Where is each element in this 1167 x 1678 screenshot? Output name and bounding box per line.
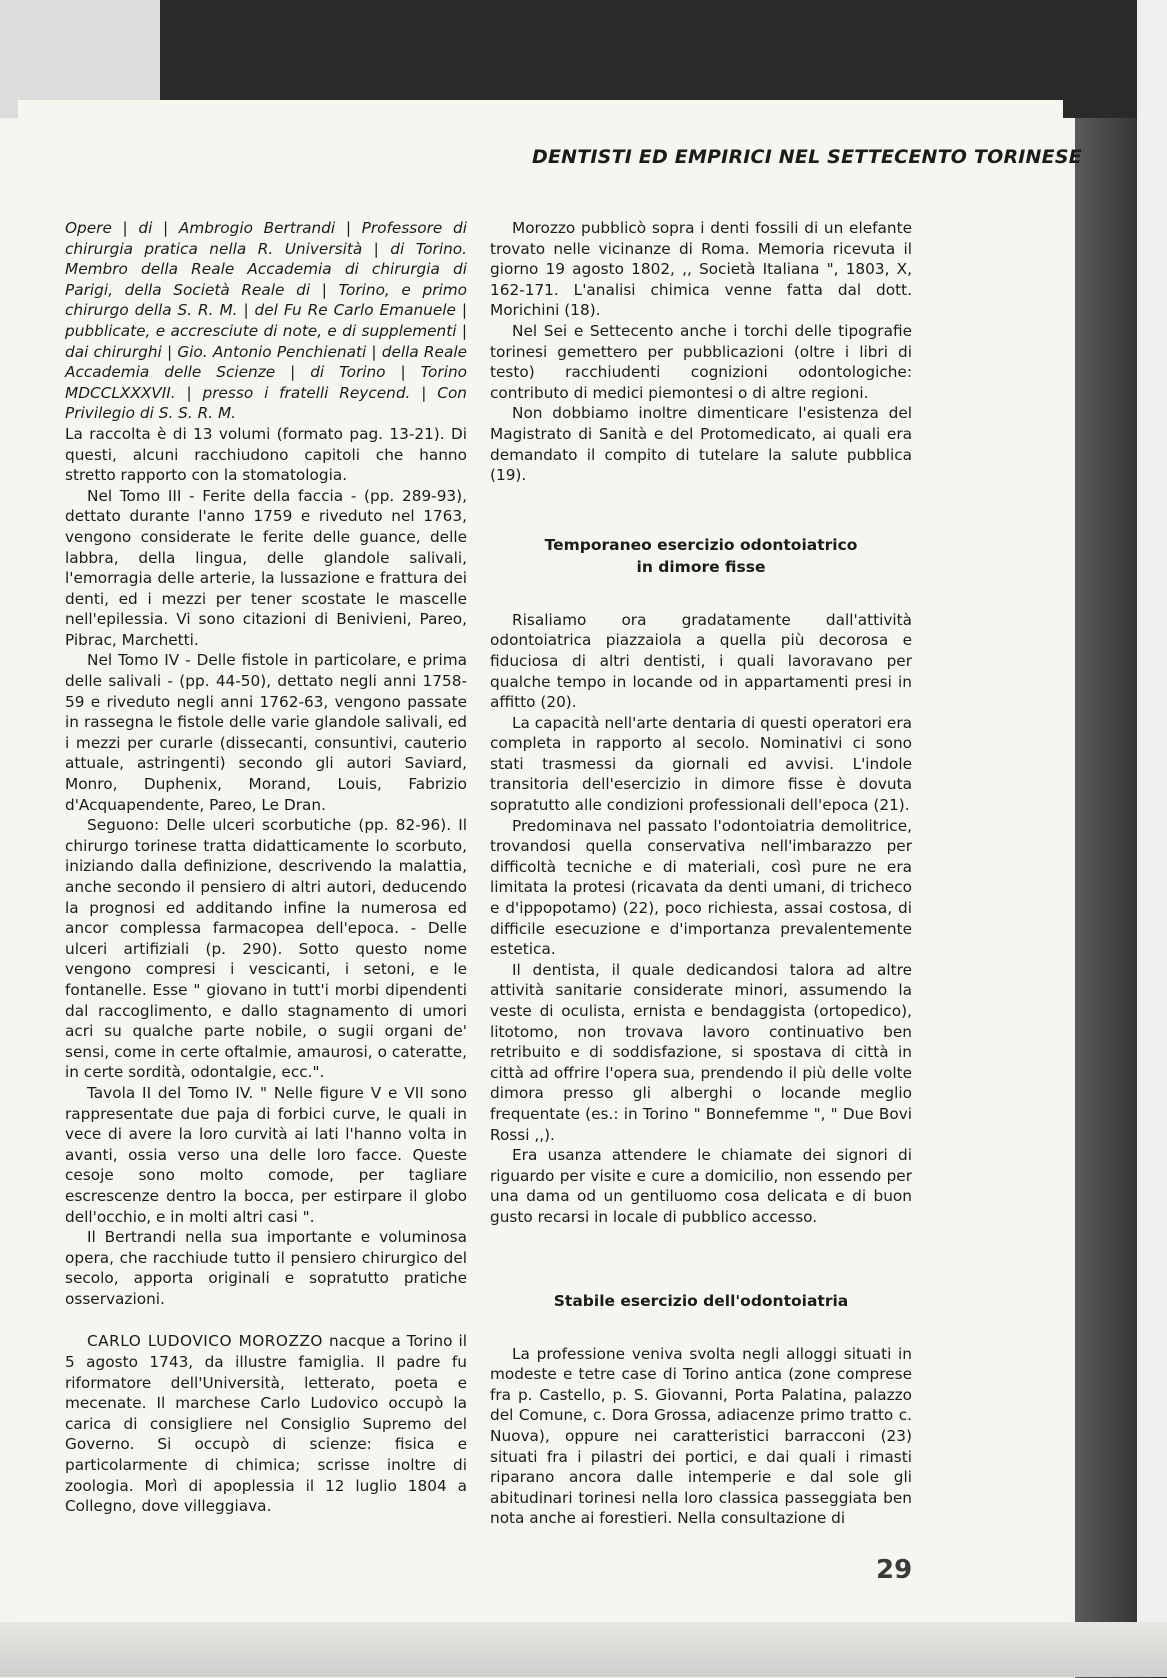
page-number: 29 (876, 1555, 913, 1585)
paragraph: La raccolta è di 13 volumi (formato pag. 13-21). Di questi, alcuni racchiudono capitoli che hanno stretto rapporto con la stomatologia. (65, 424, 467, 485)
right-column (490, 218, 912, 1529)
paragraph: Risaliamo ora gradatamente dall'attività odontoiatrica piazzaiola a quella più decorosa e fiduciosa di altri dentisti, i quali lavoravano per qualche tempo in locande od in appartamenti presi in affitto (20). (490, 610, 912, 712)
paragraph: Tavola II del Tomo IV. " Nelle figure V e VII sono rappresentate due paja di forbici curve, le quali in vece di avere la loro curvità ai lati l'hanno volta in avanti, ossia verso una delle loro facce. Queste cesoje sono molto comode, per tagliare escrescenze dentro la bocca, per estirpare il globo dell'occhio, e in molti altri casi ". (65, 1083, 467, 1226)
paragraph: Nel Sei e Settecento anche i torchi delle tipografie torinesi gemettero per pubblicazioni (oltre i libri di testo) racchiudenti cognizioni odontologiche: contributo di medici piemontesi o di altre regioni. (490, 321, 912, 402)
scan-border-right-edge (1137, 0, 1167, 1677)
paragraph: Il Bertrandi nella sua importante e voluminosa opera, che racchiude tutto il pensiero chirurgico del secolo, apporta originali e sopratutto pratiche osservazioni. (65, 1228, 467, 1308)
section-heading-line: in dimore fisse (636, 557, 766, 576)
section-heading: Stabile esercizio dell'odontoiatria (553, 1291, 849, 1310)
running-title: DENTISTI ED EMPIRICI NEL SETTECENTO TORINESE (532, 146, 1082, 168)
imprint-citation: Opere | di | Ambrogio Bertrandi | Professore di chirurgia pratica nella R. Università | di Torino. Membro della Reale Accademia di chirurgia di Parigi, della Società Reale di | Torino, e primo chirurgo della S. R. M. | del Fu Re Carlo Emanuele | pubblicate, e accresciute di note, e di supplementi | dai chirurghi | Gio. Antonio Penchienati | della Reale Accademia delle Scienze | di Torino | Torino MDCCLXXXVII. | presso i fratelli Reycend. | Con Privilegio di S. S. R. M. (65, 219, 467, 423)
paragraph: Nel Tomo IV - Delle fistole in particolare, e prima delle salivali - (pp. 44-50), dettato negli anni 1758-59 e riveduto negli anni 1762-63, vengono passate in rassegna le fistole delle varie glandole salivali, ed i mezzi per curarle (dissecanti, consuntivi, cauterio attuale, astringenti) secondo gli autori Saviard, Monro, Duphenix, Morand, Louis, Fabrizio d'Acquapendente, Pareo, Le Dran. (65, 651, 467, 814)
section-heading (490, 534, 912, 578)
left-column (65, 218, 467, 1517)
person-name: CARLO LUDOVICO MOROZZO (87, 1332, 323, 1351)
paragraph: Seguono: Delle ulceri scorbutiche (pp. 82-96). Il chirurgo torinese tratta didatticamente lo scorbuto, iniziando dalla definizione, descrivendo la malattia, anche secondo il pensiero di altri autori, deducendo la prognosi ed additando infine la numerosa ed ancor complessa farmacopea dell'epoca. - Delle ulceri artifiziali (p. 290). Sotto questo nome vengono compresi i vescicanti, i setoni, e le fontanelle. Esse " giovano in tutt'i morbi dipendenti dal raccoglimento, e dallo stagnamento di umori acri su qualche parte nobile, o sugii organi de' sensi, come in certe oftalmie, amaurosi, o cateratte, in certe sordità, odontalgie, ecc.". (65, 816, 467, 1082)
scan-border-bottom (0, 1622, 1167, 1677)
paragraph: Nel Tomo III - Ferite della faccia - (pp. 289-93), dettato durante l'anno 1759 e riveduto nel 1763, vengono considerate le ferite delle guance, delle labbra, della lingua, delle glandole salivali, l'emorragia delle arterie, la lussazione e frattura dei denti, ed i mezzi per tener scostate le mascelle nell'epilessia. Vi sono citazioni di Benivieni, Pareo, Pibrac, Marchetti. (65, 486, 467, 649)
paragraph-morozzo (65, 1331, 467, 1516)
paragraph: La professione veniva svolta negli alloggi situati in modeste e tetre case di Torino antica (zone comprese fra p. Castello, p. S. Giovanni, Porta Palatina, palazzo del Comune, c. Dora Grossa, adiacenze primo tratto c. Nuova), oppure nei caratteristici barracconi (23) situati fra i pilastri dei portici, e dai quali i rimasti riparano ancora dalle intemperie e dal sole gli abitudinari torinesi nella loro classica passeggiata ben nota anche ai forestieri. Nella consultazione di (490, 1344, 912, 1528)
paragraph-text: nacque a Torino il 5 agosto 1743, da illustre famiglia. Il padre fu riformatore dell'Università, letterato, poeta e mecenate. Il marchese Carlo Ludovico occupò la carica di consigliere nel Consiglio Supremo del Governo. Si occupò di scienze: fisica e particolarmente di chimica; scrisse inoltre di zoologia. Morì di apoplessia il 12 luglio 1804 a Collegno, dove villeggiava. (65, 1332, 467, 1516)
paragraph: Non dobbiamo inoltre dimenticare l'esistenza del Magistrato di Sanità e del Protomedicato, ai quali era demandato il compito di tutelare la salute pubblica (19). (490, 404, 912, 485)
paragraph: Era usanza attendere le chiamate dei signori di riguardo per visite e cure a domicilio, non essendo per una dama od un gentiluomo cosa delicata e di buon gusto recarsi in locale di pubblico accesso. (490, 1146, 912, 1226)
paragraph: Il dentista, il quale dedicandosi talora ad altre attività sanitarie considerate minori, assumendo la veste di oculista, ernista e bendaggista (ortopedico), litotomo, non trovava lavoro continuativo ben retribuito e di soddisfazione, si spostava di città in città ad offrire l'opera sua, prendendo il più delle volte dimora presso gli alberghi o locande meglio frequentate (es.: in Torino " Bonnefemme ", " Due Bovi Rossi ,,). (490, 960, 912, 1144)
paragraph: Predominava nel passato l'odontoiatria demolitrice, trovandosi quella conservativa nell'imbarazzo per difficoltà tecniche e di materiali, così pure ne era limitata la protesi (ricavata da denti umani, di tricheco e d'ippopotamo) (22), poco richiesta, assai costosa, di difficile esecuzione e d'importanza prevalentemente estetica. (490, 816, 912, 959)
paragraph: La capacità nell'arte dentaria di questi operatori era completa in rapporto al secolo. Nominativi ci sono stati trasmessi da giornali ed avvisi. L'indole transitoria dell'esercizio in dimore fisse è dovuta sopratutto alle condizioni professionali dell'epoca (21). (490, 713, 912, 815)
paragraph: Morozzo pubblicò sopra i denti fossili di un elefante trovato nelle vicinanze di Roma. Memoria ricevuta il giorno 19 agosto 1802, ,, Società Italiana ", 1803, X, 162-171. L'analisi chimica venne fatta dal dott. Morichini (18). (490, 219, 912, 320)
section-heading-line: Temporaneo esercizio odontoiatrico (544, 535, 858, 554)
